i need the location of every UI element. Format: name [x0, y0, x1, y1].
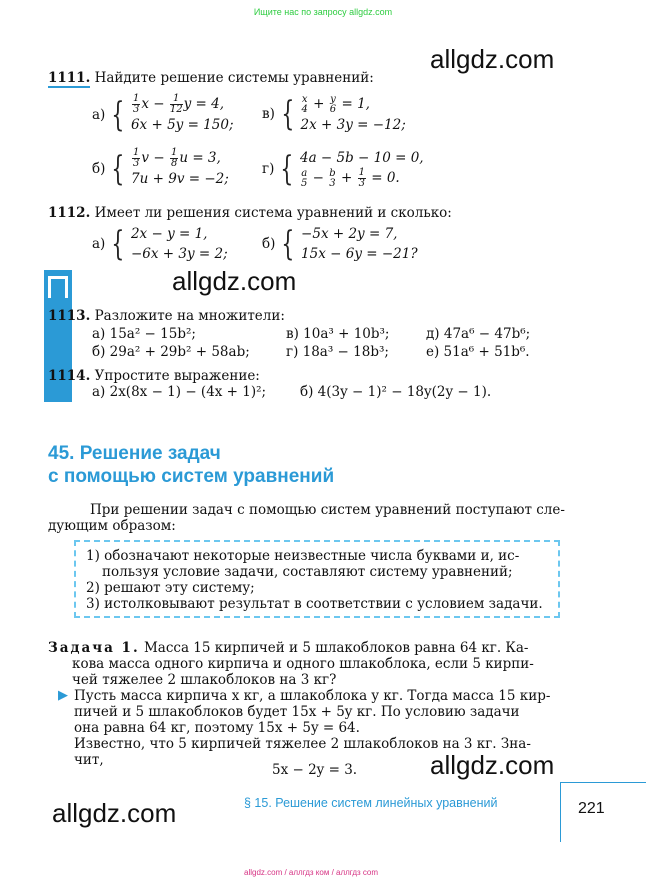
watermark: allgdz.com [430, 44, 555, 74]
intro-line-2: дующим образом: [48, 518, 176, 534]
top-banner[interactable]: Ищите нас по запросу allgdz.com [253, 7, 393, 17]
page-number: 221 [578, 800, 605, 817]
brace-icon: { [111, 94, 125, 135]
item-1114-b: б) 4(3y − 1)² − 18y(2y − 1). [300, 384, 492, 400]
problem-number: 1113. [48, 308, 91, 324]
label: г) [262, 160, 275, 177]
brace-icon: { [111, 224, 125, 265]
step-1a: 1) обозначают некоторые неизвестные числа буквами и, ис- [86, 548, 520, 564]
problem-text: Найдите решение системы уравнений: [94, 70, 374, 86]
system-1111-g: г) { 4a − 5b − 10 = 0, a 5 − b 3 + $\frac{1}{3}$ = 0. [262, 148, 424, 190]
watermark: allgdz.com [430, 750, 555, 780]
problem-text: Упростите выражение: [94, 368, 260, 384]
task-label: Задача 1. [48, 640, 140, 656]
divider [560, 782, 561, 842]
brace-icon: { [111, 148, 125, 189]
brace-icon: { [281, 94, 295, 135]
problem-text: Разложите на множители: [94, 308, 285, 324]
system-1111-b: б) { $\frac{1}{3}$ v − $\frac{1}{8}$ u = 3, 7u + 9v = −2; [92, 147, 229, 189]
solution-line-4: Известно, что 5 кирпичей тяжелее 2 шлакоблоков на 3 кг. Зна- [74, 736, 531, 752]
solution-line-2: пичей и 5 шлакоблоков будет 15x + 5y кг. По условию задачи [74, 704, 520, 720]
watermark: allgdz.com [172, 266, 297, 296]
task-line-1: Задача 1. Масса 15 кирпичей и 5 шлакоблоков равна 64 кг. Ка- [48, 640, 529, 656]
system-1111-a: а) { $\frac{1}{3}$ x − $\frac{1}{12}$ y = 4, 6x + 5y = 150; [92, 93, 234, 135]
solution-line-1: Пусть масса кирпича x кг, а шлакоблока y кг. Тогда масса 15 кир- [74, 688, 551, 704]
solution-line-3: она равна 64 кг, поэтому 15x + 5y = 64. [74, 720, 360, 736]
problem-number: 1114. [48, 368, 91, 384]
label: в) [262, 106, 275, 123]
chapter-footer: § 15. Решение систем линейных уравнений [244, 796, 498, 810]
step-3: 3) истолковывают результат в соответствии с условием задачи. [86, 596, 543, 612]
item-1113-a: а) 15a² − 15b²; [92, 326, 196, 342]
label: б) [92, 160, 106, 177]
step-1b: пользуя условие задачи, составляют систему уравнений; [102, 564, 513, 580]
item-1114-a: а) 2x(8x − 1) − (4x + 1)²; [92, 384, 267, 400]
bottom-links[interactable]: allgdz.com / аллгдз ком / аллгдз com [244, 868, 379, 877]
solution-arrow-icon: ▶ [58, 688, 68, 703]
brace-icon: { [280, 148, 294, 189]
system-1111-v: в) { x 4 + y 6 = 1, 2x + 3y = −12; [262, 93, 406, 135]
item-1113-d: д) 47a⁶ − 47b⁶; [426, 326, 531, 342]
item-1113-e: е) 51a⁶ + 51b⁶. [426, 344, 530, 360]
section-p-icon [48, 276, 68, 298]
system-1112-a: а) { 2x − y = 1, −6x + 3y = 2; [92, 224, 228, 265]
item-1113-v: в) 10a³ + 10b³; [286, 326, 390, 342]
problem-1114-heading [48, 368, 260, 384]
divider [560, 782, 646, 783]
equation: 5x − 2y = 3. [272, 762, 358, 778]
problem-number: 1112. [48, 205, 91, 221]
step-2: 2) решают эту систему; [86, 580, 255, 596]
task-line-2: кова масса одного кирпича и одного шлакоблока, если 5 кирпи- [72, 656, 534, 672]
problem-1113-heading [48, 308, 285, 324]
steps-box [74, 540, 560, 618]
item-1113-b: б) 29a² + 29b² + 58ab; [92, 344, 250, 360]
problem-number: 1111. [48, 70, 91, 86]
problem-text: Имеет ли решения система уравнений и сколько: [94, 205, 452, 221]
item-1113-g: г) 18a³ − 18b³; [286, 344, 389, 360]
solution-line-5: чит, [74, 752, 104, 768]
system-1112-b: б) { −5x + 2y = 7, 15x − 6y = −21? [262, 224, 418, 265]
label: а) [92, 106, 106, 123]
brace-icon: { [281, 224, 295, 265]
problem-1111-heading [48, 70, 374, 86]
task-line-3: чей тяжелее 2 шлакоблоков на 3 кг? [72, 672, 337, 688]
section-title: 45. Решение задач с помощью систем уравнений [48, 443, 335, 487]
watermark: allgdz.com [52, 798, 177, 828]
intro-line-1: При решении задач с помощью систем уравнений поступают сле- [90, 502, 565, 518]
problem-1112-heading [48, 205, 452, 221]
